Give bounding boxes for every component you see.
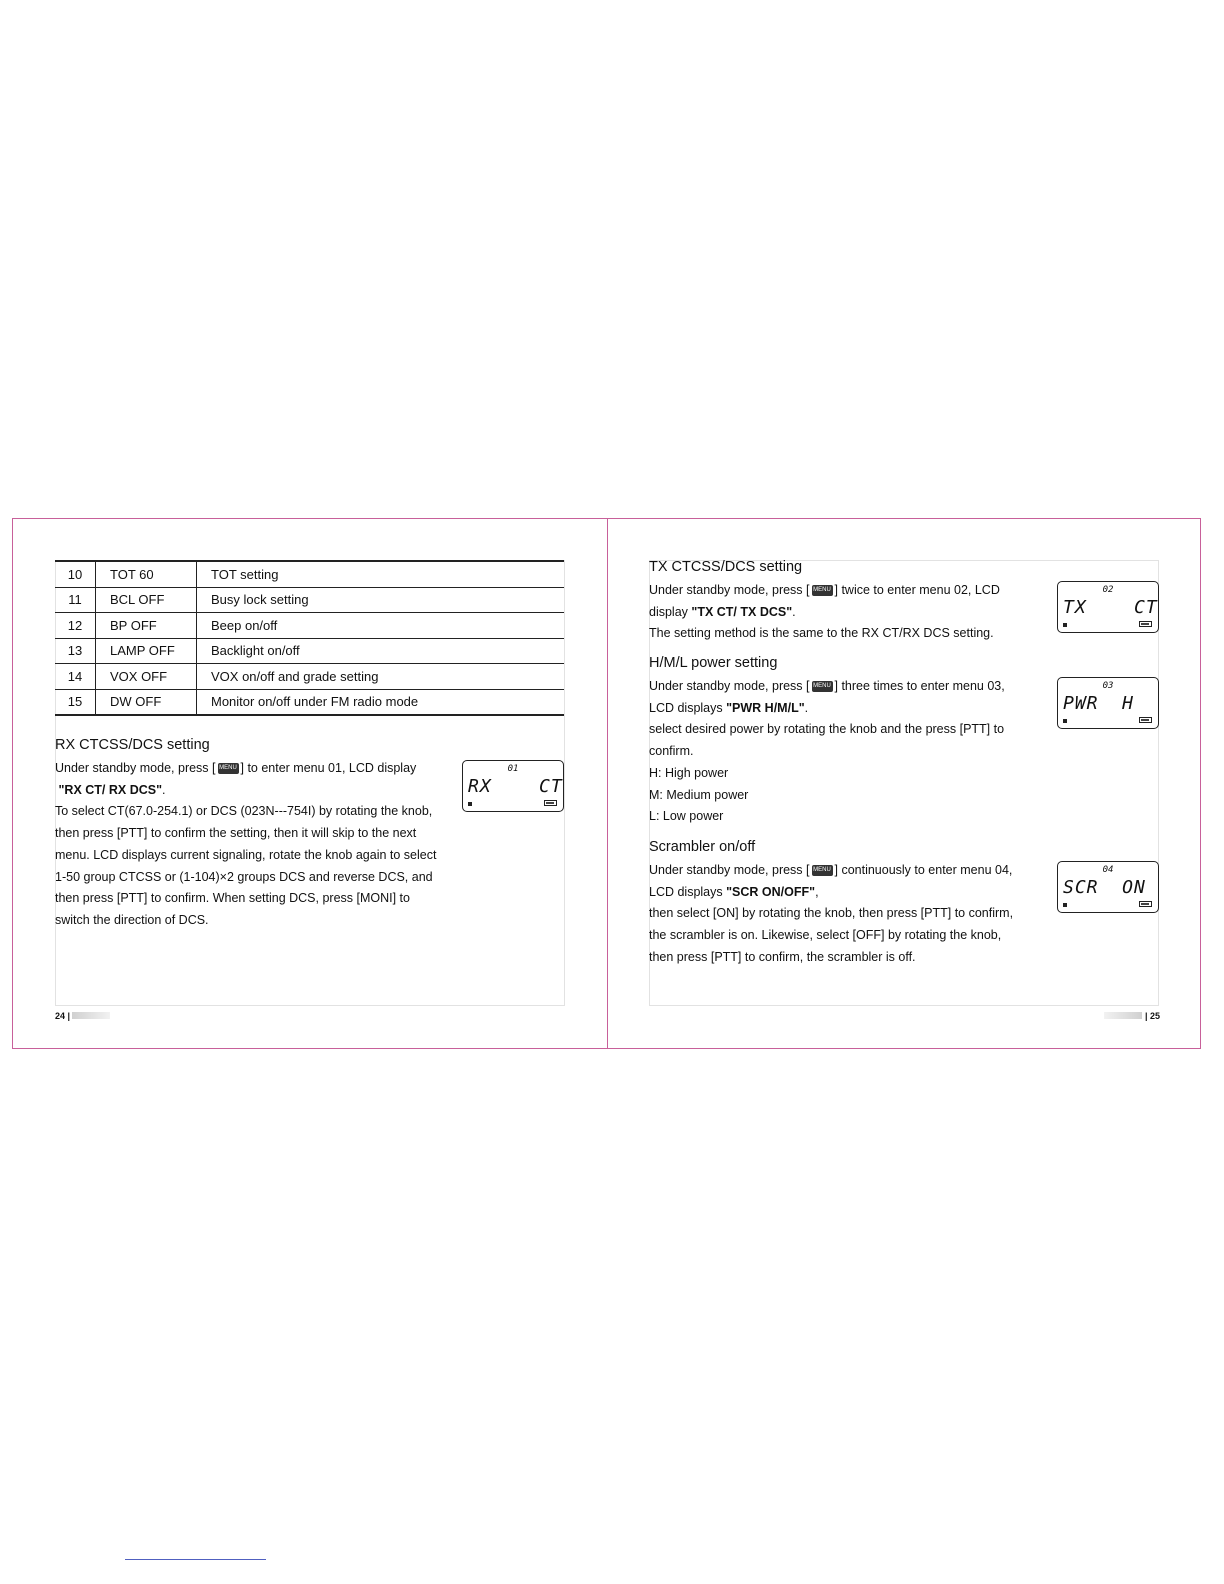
right-page-number: | 25: [1145, 1011, 1161, 1021]
menu-key-icon: MENU: [812, 865, 833, 876]
punctuation: .: [804, 700, 809, 715]
rx-instructions: To select CT(67.0-254.1) or DCS (023N---754I) by rotating the knob, then press [PTT] to confirm the setting, then it will skip to the next menu. LCD displays current signaling, rotate the knob again to select 1-50 group CTCSS or (1-104)×2 groups DCS and reverse DCS, and then press [PTT] to confirm. When setting DCS, press [MONI] to switch the direction of DCS.: [55, 804, 437, 927]
left-page-number: 24 |: [55, 1011, 71, 1021]
battery-icon: [1139, 717, 1152, 723]
power-section-title: H/M/L power setting: [649, 655, 778, 671]
battery-icon: [544, 800, 557, 806]
left-page-bar: [72, 1012, 110, 1019]
menu-code: BP OFF: [96, 613, 197, 639]
menu-number: 14: [55, 664, 96, 690]
menu-code: BCL OFF: [96, 587, 197, 613]
power-lcd-text: "PWR H/M/L": [726, 700, 805, 715]
lcd-main-text: PWR H: [1063, 693, 1135, 714]
table-row: [55, 689, 564, 715]
menu-key-icon: MENU: [218, 763, 239, 774]
rx-section-title: RX CTCSS/DCS setting: [55, 737, 210, 753]
lcd-menu-number: 02: [1102, 585, 1114, 595]
menu-description: Backlight on/off: [197, 638, 565, 664]
battery-icon: [1139, 901, 1152, 907]
scrambler-section: [649, 838, 1029, 969]
page-number-text: 25: [1150, 1011, 1161, 1021]
menu-number: 12: [55, 613, 96, 639]
tx-lcd-display: [1057, 581, 1159, 633]
page-number-text: 24: [55, 1011, 66, 1021]
lcd-indicator-icon: [468, 802, 472, 806]
power-setting-section: [649, 654, 1019, 828]
menu-number: 15: [55, 689, 96, 715]
menu-number: 10: [55, 561, 96, 587]
power-intro-text-2: ] three times to enter menu 03, LCD displays: [649, 679, 1005, 715]
power-intro-text: Under standby mode, press [: [649, 679, 810, 693]
scrambler-intro-text-2: ] continuously to enter menu 04, LCD displays: [649, 863, 1013, 899]
menu-table: [55, 560, 564, 716]
tx-intro-text: Under standby mode, press [: [649, 583, 810, 597]
power-intro-paragraph: [649, 676, 1019, 719]
punctuation: .: [162, 782, 166, 797]
table-row: [55, 561, 564, 587]
menu-description: TOT setting: [197, 561, 565, 587]
right-page-bar: [1104, 1012, 1142, 1019]
table-row: [55, 664, 564, 690]
scrambler-lcd-display: [1057, 861, 1159, 913]
menu-code: VOX OFF: [96, 664, 197, 690]
punctuation: .: [792, 604, 796, 619]
table-row: [55, 613, 564, 639]
rx-intro-text-2: ] to enter menu 01, LCD display: [240, 761, 417, 775]
scrambler-instructions: then select [ON] by rotating the knob, then press [PTT] to confirm, the scrambler is on. Likewise, select [OFF] by rotating the knob, then press [PTT] to confirm, the scrambler is off.: [649, 906, 1014, 964]
power-medium: M: Medium power: [649, 787, 749, 802]
lcd-menu-number: 01: [507, 764, 519, 774]
menu-description: VOX on/off and grade setting: [197, 664, 565, 690]
power-instructions: select desired power by rotating the knob and the press [PTT] to confirm.: [649, 722, 1005, 759]
menu-description: Monitor on/off under FM radio mode: [197, 689, 565, 715]
punctuation: ,: [815, 884, 819, 899]
menu-key-icon: MENU: [812, 585, 833, 596]
battery-icon: [1139, 621, 1152, 627]
rx-intro-text: Under standby mode, press [: [55, 761, 216, 775]
lcd-menu-number: 03: [1102, 681, 1114, 691]
scrambler-intro-paragraph: [649, 860, 1029, 903]
tx-intro-text-2: ] twice to enter menu 02, LCD display: [649, 583, 1000, 619]
table-row: [55, 587, 564, 613]
power-high: H: High power: [649, 765, 729, 780]
lcd-main-text: TX CT: [1063, 597, 1158, 618]
menu-number: 11: [55, 587, 96, 613]
lcd-indicator-icon: [1063, 719, 1067, 723]
tx-intro-paragraph: [649, 580, 1019, 623]
power-lcd-display: [1057, 677, 1159, 729]
power-low: L: Low power: [649, 809, 724, 824]
menu-number: 13: [55, 638, 96, 664]
lcd-main-text: RX CT: [468, 776, 563, 797]
table-row: [55, 638, 564, 664]
menu-code: TOT 60: [96, 561, 197, 587]
rx-intro-paragraph: [55, 758, 440, 801]
scrambler-lcd-text: "SCR ON/OFF": [726, 884, 816, 899]
lcd-indicator-icon: [1063, 903, 1067, 907]
lcd-menu-number: 04: [1102, 865, 1114, 875]
rx-lcd-display: [462, 760, 564, 812]
tx-section-title: TX CTCSS/DCS setting: [649, 559, 803, 575]
footer-underline: [125, 1559, 266, 1560]
rx-ctcss-section: [55, 736, 440, 932]
tx-ctcss-section: [649, 558, 1019, 645]
menu-code: DW OFF: [96, 689, 197, 715]
scrambler-section-title: Scrambler on/off: [649, 839, 756, 855]
tx-instructions: The setting method is the same to the RX CT/RX DCS setting.: [649, 626, 994, 641]
tx-lcd-text: "TX CT/ TX DCS": [691, 604, 793, 619]
menu-key-icon: MENU: [812, 681, 833, 692]
rx-lcd-text: "RX CT/ RX DCS": [58, 782, 163, 797]
lcd-main-text: SCR ON: [1063, 877, 1146, 898]
lcd-indicator-icon: [1063, 623, 1067, 627]
menu-code: LAMP OFF: [96, 638, 197, 664]
menu-description: Busy lock setting: [197, 587, 565, 613]
scrambler-intro-text: Under standby mode, press [: [649, 863, 810, 877]
book-spine: [607, 518, 608, 1049]
menu-description: Beep on/off: [197, 613, 565, 639]
